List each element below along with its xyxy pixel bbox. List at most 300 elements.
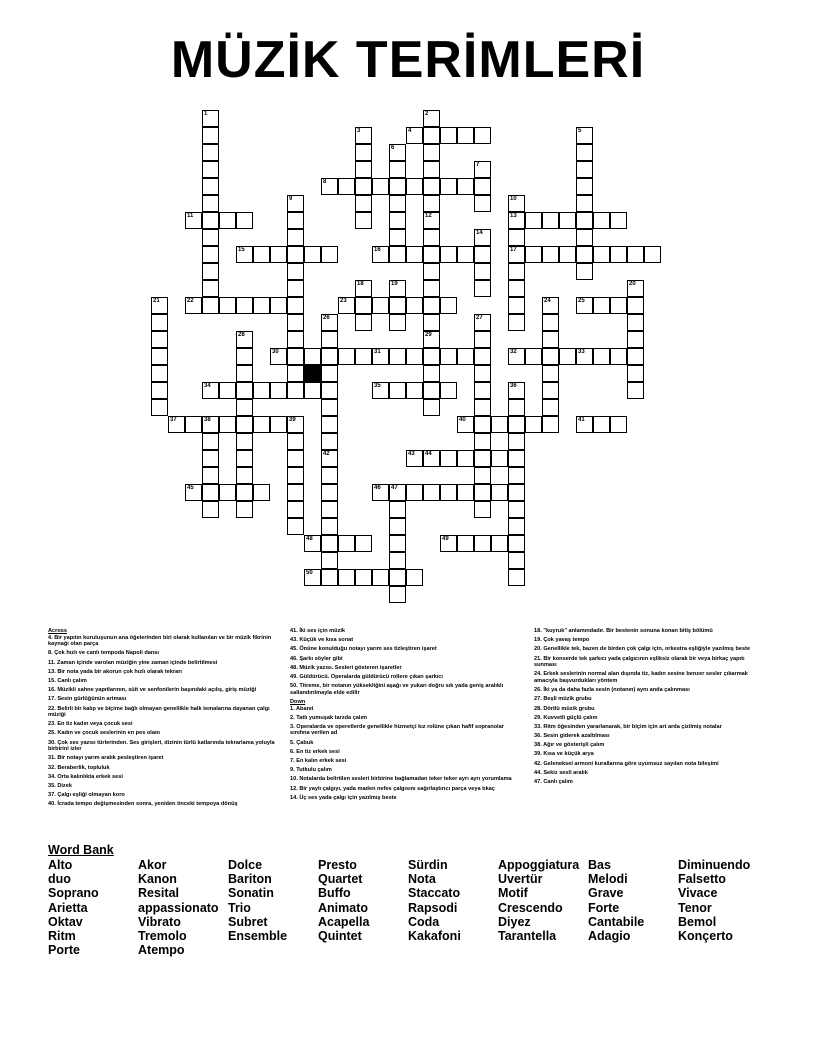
grid-cell[interactable] — [389, 535, 406, 552]
grid-cell[interactable] — [593, 416, 610, 433]
grid-cell[interactable] — [321, 569, 338, 586]
grid-cell[interactable] — [202, 229, 219, 246]
grid-cell[interactable] — [576, 161, 593, 178]
grid-cell[interactable] — [202, 433, 219, 450]
grid-cell[interactable] — [287, 263, 304, 280]
grid-cell[interactable] — [457, 127, 474, 144]
clue-item: 23. En tiz kadın veya çocuk sesi — [48, 721, 133, 728]
grid-cell[interactable] — [423, 365, 440, 382]
grid-cell[interactable] — [287, 467, 304, 484]
grid-cell[interactable] — [151, 382, 168, 399]
grid-cell[interactable] — [610, 212, 627, 229]
grid-cell[interactable] — [219, 297, 236, 314]
grid-cell[interactable] — [389, 382, 406, 399]
grid-cell[interactable] — [423, 314, 440, 331]
grid-cell[interactable] — [627, 365, 644, 382]
grid-cell[interactable] — [202, 178, 219, 195]
grid-cell[interactable] — [406, 297, 423, 314]
grid-cell[interactable] — [627, 382, 644, 399]
grid-cell[interactable] — [576, 195, 593, 212]
grid-cell[interactable] — [627, 331, 644, 348]
grid-cell[interactable] — [406, 178, 423, 195]
grid-cell[interactable] — [202, 280, 219, 297]
grid-cell[interactable] — [236, 399, 253, 416]
grid-cell[interactable] — [474, 263, 491, 280]
grid-cell[interactable] — [440, 484, 457, 501]
grid-cell[interactable] — [151, 348, 168, 365]
grid-cell[interactable] — [287, 382, 304, 399]
grid-cell[interactable] — [576, 178, 593, 195]
clue-section-heading: Across — [48, 628, 67, 634]
grid-cell[interactable] — [474, 365, 491, 382]
word-bank-item: Sürdin — [408, 858, 448, 872]
grid-cell[interactable] — [525, 348, 542, 365]
word-bank-item: Falsetto — [678, 872, 726, 887]
grid-cell[interactable] — [355, 535, 372, 552]
clue-number: 28 — [238, 332, 245, 338]
grid-cell[interactable] — [270, 297, 287, 314]
grid-cell[interactable] — [389, 348, 406, 365]
clue-number: 43 — [408, 451, 415, 457]
grid-cell[interactable] — [372, 569, 389, 586]
grid-cell[interactable] — [287, 314, 304, 331]
grid-cell[interactable] — [627, 246, 644, 263]
grid-cell[interactable] — [287, 484, 304, 501]
grid-cell[interactable] — [338, 535, 355, 552]
word-bank-item: Kanon — [138, 872, 177, 887]
grid-cell[interactable] — [287, 297, 304, 314]
grid-cell[interactable] — [321, 535, 338, 552]
grid-cell[interactable] — [287, 280, 304, 297]
grid-cell[interactable] — [423, 229, 440, 246]
clue-number: 29 — [425, 332, 432, 338]
grid-cell[interactable] — [389, 552, 406, 569]
grid-cell[interactable] — [321, 348, 338, 365]
grid-cell[interactable] — [576, 229, 593, 246]
grid-cell[interactable] — [202, 127, 219, 144]
grid-cell[interactable] — [474, 501, 491, 518]
grid-cell[interactable] — [457, 246, 474, 263]
grid-cell[interactable] — [389, 586, 406, 603]
grid-cell[interactable] — [423, 178, 440, 195]
grid-cell[interactable] — [457, 178, 474, 195]
grid-cell[interactable] — [236, 416, 253, 433]
grid-cell[interactable] — [202, 161, 219, 178]
grid-cell[interactable] — [440, 382, 457, 399]
grid-cell[interactable] — [559, 212, 576, 229]
grid-cell[interactable] — [219, 416, 236, 433]
clue-number: 15 — [238, 247, 245, 253]
clues-column-3 — [534, 628, 766, 788]
grid-cell[interactable] — [236, 450, 253, 467]
grid-cell[interactable] — [508, 297, 525, 314]
grid-cell[interactable] — [423, 348, 440, 365]
grid-cell[interactable] — [202, 501, 219, 518]
grid-cell[interactable] — [236, 297, 253, 314]
grid-cell[interactable] — [287, 501, 304, 518]
grid-cell[interactable] — [593, 246, 610, 263]
grid-cell[interactable] — [202, 484, 219, 501]
grid-cell[interactable] — [542, 399, 559, 416]
grid-cell[interactable] — [508, 280, 525, 297]
grid-cell[interactable] — [202, 144, 219, 161]
grid-cell[interactable] — [287, 365, 304, 382]
word-bank-item: Sonatin — [228, 886, 274, 901]
grid-cell[interactable] — [202, 263, 219, 280]
grid-cell[interactable] — [355, 297, 372, 314]
grid-cell[interactable] — [542, 348, 559, 365]
grid-cell[interactable] — [321, 365, 338, 382]
grid-cell[interactable] — [321, 518, 338, 535]
grid-cell[interactable] — [423, 144, 440, 161]
grid-cell[interactable] — [321, 433, 338, 450]
grid-cell[interactable] — [151, 399, 168, 416]
grid-cell[interactable] — [627, 314, 644, 331]
grid-cell[interactable] — [474, 416, 491, 433]
grid-cell[interactable] — [440, 127, 457, 144]
grid-cell[interactable] — [423, 195, 440, 212]
grid-cell[interactable] — [321, 552, 338, 569]
word-bank-item: Bemol — [678, 914, 717, 929]
grid-cell[interactable] — [423, 263, 440, 280]
grid-cell[interactable] — [491, 484, 508, 501]
grid-cell[interactable] — [474, 467, 491, 484]
grid-cell[interactable] — [542, 416, 559, 433]
grid-cell[interactable] — [508, 467, 525, 484]
clue-item: 19. Çok yavaş tempo — [534, 637, 590, 644]
grid-cell[interactable] — [270, 246, 287, 263]
grid-cell[interactable] — [219, 484, 236, 501]
clue-number: 39 — [289, 417, 296, 423]
grid-cell[interactable] — [372, 297, 389, 314]
word-bank-item: Forte — [588, 900, 620, 915]
grid-cell[interactable] — [508, 552, 525, 569]
grid-cell[interactable] — [321, 399, 338, 416]
grid-cell[interactable] — [610, 246, 627, 263]
grid-cell[interactable] — [236, 467, 253, 484]
grid-cell[interactable] — [423, 246, 440, 263]
grid-cell[interactable] — [406, 569, 423, 586]
grid-cell[interactable] — [474, 484, 491, 501]
grid-cell[interactable] — [389, 161, 406, 178]
clue-number: 24 — [544, 298, 551, 304]
word-bank-item: Konçerto — [678, 929, 733, 943]
clues-column-1 — [48, 628, 278, 811]
grid-cell[interactable] — [508, 314, 525, 331]
grid-cell[interactable] — [389, 297, 406, 314]
grid-cell[interactable] — [474, 382, 491, 399]
grid-cell[interactable] — [236, 501, 253, 518]
clue-item: 41. İki ses için müzik — [290, 628, 346, 634]
grid-cell[interactable] — [355, 212, 372, 229]
grid-cell[interactable] — [151, 365, 168, 382]
grid-cell[interactable] — [389, 501, 406, 518]
grid-cell[interactable] — [474, 348, 491, 365]
grid-cell[interactable] — [270, 382, 287, 399]
grid-cell[interactable] — [440, 297, 457, 314]
grid-cell[interactable] — [389, 229, 406, 246]
grid-cell[interactable] — [508, 569, 525, 586]
grid-cell[interactable] — [423, 399, 440, 416]
grid-cell[interactable] — [559, 246, 576, 263]
grid-cell[interactable] — [610, 348, 627, 365]
clue-item: 16. Müzikli sahne yapıtlarının, süit ve senfonilerin başındaki açılış, giriş müziği — [48, 687, 257, 694]
grid-cell[interactable] — [610, 297, 627, 314]
clue-item: 1. Abanıt — [290, 705, 314, 712]
clue-number: 9 — [289, 196, 293, 202]
grid-cell[interactable] — [423, 280, 440, 297]
grid-cell[interactable] — [508, 501, 525, 518]
grid-cell[interactable] — [542, 212, 559, 229]
clue-number: 7 — [476, 162, 480, 168]
grid-cell[interactable] — [355, 178, 372, 195]
grid-cell[interactable] — [338, 348, 355, 365]
grid-cell[interactable] — [389, 569, 406, 586]
word-bank-item: Grave — [588, 886, 624, 901]
grid-cell[interactable] — [389, 178, 406, 195]
grid-cell[interactable] — [253, 246, 270, 263]
grid-cell[interactable] — [576, 212, 593, 229]
grid-cell[interactable] — [287, 212, 304, 229]
grid-cell[interactable] — [508, 416, 525, 433]
grid-cell[interactable] — [474, 195, 491, 212]
word-bank-item: Kakafoni — [408, 929, 461, 943]
grid-cell[interactable] — [304, 382, 321, 399]
grid-cell[interactable] — [372, 178, 389, 195]
clue-item: 32. Beraberlik, topluluk — [48, 764, 110, 771]
grid-cell[interactable] — [440, 348, 457, 365]
clue-number: 2 — [425, 111, 429, 117]
grid-cell[interactable] — [406, 484, 423, 501]
clue-number: 3 — [357, 128, 361, 134]
clue-item: 22. Belirli bir kalıp ve biçime bağlı olmayan genellikle halk temalarına dayanan çalgı müziği — [48, 705, 270, 719]
grid-cell[interactable] — [474, 246, 491, 263]
grid-cell[interactable] — [542, 314, 559, 331]
grid-cell[interactable] — [542, 365, 559, 382]
clue-number: 20 — [629, 281, 636, 287]
word-bank-item: Resital — [138, 886, 179, 901]
grid-cell[interactable] — [423, 484, 440, 501]
grid-cell[interactable] — [491, 535, 508, 552]
grid-cell[interactable] — [355, 195, 372, 212]
grid-cell[interactable] — [474, 450, 491, 467]
word-bank-item: Soprano — [48, 886, 99, 901]
grid-cell[interactable] — [542, 382, 559, 399]
grid-cell[interactable] — [253, 416, 270, 433]
grid-cell[interactable] — [355, 161, 372, 178]
grid-cell[interactable] — [542, 331, 559, 348]
grid-cell[interactable] — [304, 348, 321, 365]
clue-item: 50. Titreme, bir notanın yüksekliğini aşağı ve yukarı doğru sık yada geniş aralıklı sallandırılmayla elde edilir — [290, 683, 504, 696]
grid-cell[interactable] — [236, 212, 253, 229]
grid-cell[interactable] — [593, 212, 610, 229]
grid-cell[interactable] — [321, 331, 338, 348]
grid-cell[interactable] — [236, 348, 253, 365]
grid-cell[interactable] — [508, 484, 525, 501]
clue-item: 38. Ağır ve gösterişli çalım — [534, 742, 605, 749]
grid-cell[interactable] — [491, 450, 508, 467]
grid-cell[interactable] — [338, 178, 355, 195]
grid-cell[interactable] — [202, 467, 219, 484]
grid-cell[interactable] — [355, 569, 372, 586]
grid-cell[interactable] — [321, 416, 338, 433]
grid-cell[interactable] — [508, 450, 525, 467]
grid-cell[interactable] — [270, 416, 287, 433]
grid-cell[interactable] — [508, 229, 525, 246]
grid-cell[interactable] — [508, 518, 525, 535]
grid-cell[interactable] — [474, 535, 491, 552]
grid-cell[interactable] — [236, 365, 253, 382]
grid-cell[interactable] — [440, 178, 457, 195]
grid-cell[interactable] — [219, 212, 236, 229]
grid-cell[interactable] — [287, 229, 304, 246]
grid-cell[interactable] — [406, 382, 423, 399]
grid-cell[interactable] — [423, 161, 440, 178]
grid-cell[interactable] — [525, 416, 542, 433]
clue-number: 38 — [204, 417, 211, 423]
word-bank-item: Adagio — [588, 929, 631, 943]
clue-number: 23 — [340, 298, 347, 304]
clue-item: 17. Sesin gürlüğünün artması — [48, 696, 127, 703]
grid-cell[interactable] — [423, 382, 440, 399]
grid-cell[interactable] — [355, 348, 372, 365]
grid-cell[interactable] — [474, 331, 491, 348]
grid-cell[interactable] — [559, 348, 576, 365]
grid-cell[interactable] — [389, 314, 406, 331]
clue-number: 1 — [204, 111, 208, 117]
grid-cell[interactable] — [236, 433, 253, 450]
grid-cell[interactable] — [202, 195, 219, 212]
grid-cell[interactable] — [593, 297, 610, 314]
grid-cell[interactable] — [151, 331, 168, 348]
grid-cell[interactable] — [304, 246, 321, 263]
grid-cell[interactable] — [457, 450, 474, 467]
word-bank-item: Tremolo — [138, 929, 187, 943]
grid-cell[interactable] — [389, 212, 406, 229]
grid-cell[interactable] — [474, 280, 491, 297]
grid-cell[interactable] — [406, 246, 423, 263]
word-bank-item: Atempo — [138, 943, 185, 958]
grid-cell[interactable] — [440, 450, 457, 467]
grid-cell[interactable] — [644, 246, 661, 263]
grid-cell[interactable] — [440, 246, 457, 263]
grid-cell[interactable] — [321, 484, 338, 501]
grid-cell[interactable] — [576, 263, 593, 280]
word-bank-item: Cantabile — [588, 914, 645, 929]
grid-cell[interactable] — [474, 178, 491, 195]
grid-cell[interactable] — [457, 535, 474, 552]
grid-cell[interactable] — [287, 246, 304, 263]
grid-cell[interactable] — [525, 246, 542, 263]
clue-number: 45 — [187, 485, 194, 491]
grid-cell[interactable] — [423, 127, 440, 144]
grid-cell[interactable] — [321, 382, 338, 399]
grid-cell[interactable] — [355, 144, 372, 161]
clue-number: 5 — [578, 128, 582, 134]
grid-cell[interactable] — [457, 484, 474, 501]
clue-number: 22 — [187, 298, 194, 304]
clue-section-heading: Down — [290, 698, 306, 705]
word-bank-item: Ensemble — [228, 929, 288, 943]
grid-cell[interactable] — [219, 382, 236, 399]
grid-cell[interactable] — [338, 569, 355, 586]
grid-cell[interactable] — [202, 297, 219, 314]
clue-number: 10 — [510, 196, 517, 202]
grid-cell[interactable] — [525, 212, 542, 229]
clue-number: 34 — [204, 383, 211, 389]
clue-number: 47 — [391, 485, 398, 491]
clue-number: 42 — [323, 451, 330, 457]
word-bank-item: Oktav — [48, 914, 83, 929]
grid-cell[interactable] — [389, 246, 406, 263]
grid-cell[interactable] — [508, 535, 525, 552]
clue-number: 18 — [357, 281, 364, 287]
grid-cell[interactable] — [627, 297, 644, 314]
clue-item: 6. En tiz erkek sesi — [290, 748, 340, 755]
clue-number: 17 — [510, 247, 517, 253]
grid-cell[interactable] — [457, 348, 474, 365]
grid-cell[interactable] — [236, 484, 253, 501]
grid-cell[interactable] — [253, 484, 270, 501]
grid-cell[interactable] — [542, 246, 559, 263]
clue-number: 41 — [578, 417, 585, 423]
grid-cell[interactable] — [389, 195, 406, 212]
grid-cell[interactable] — [389, 518, 406, 535]
clue-number: 6 — [391, 145, 395, 151]
grid-cell[interactable] — [627, 348, 644, 365]
grid-cell[interactable] — [253, 297, 270, 314]
grid-cell[interactable] — [406, 348, 423, 365]
grid-cell[interactable] — [185, 416, 202, 433]
word-bank-item: Motif — [498, 886, 528, 901]
grid-cell[interactable] — [508, 433, 525, 450]
grid-cell[interactable] — [202, 246, 219, 263]
grid-cell[interactable] — [202, 212, 219, 229]
grid-cell[interactable] — [576, 246, 593, 263]
grid-cell[interactable] — [474, 127, 491, 144]
grid-cell[interactable] — [287, 331, 304, 348]
word-bank-item: Rapsodi — [408, 900, 458, 915]
grid-cell[interactable] — [287, 518, 304, 535]
grid-cell[interactable] — [202, 450, 219, 467]
grid-cell[interactable] — [321, 246, 338, 263]
grid-cell[interactable] — [423, 297, 440, 314]
word-bank-item: Subret — [228, 914, 268, 929]
grid-cell[interactable] — [508, 399, 525, 416]
grid-cell[interactable] — [321, 467, 338, 484]
grid-cell[interactable] — [151, 314, 168, 331]
grid-cell[interactable] — [610, 416, 627, 433]
grid-cell[interactable] — [287, 348, 304, 365]
grid-cell[interactable] — [287, 433, 304, 450]
grid-cell[interactable] — [253, 382, 270, 399]
clue-number: 14 — [476, 230, 483, 236]
clue-number: 21 — [153, 298, 160, 304]
grid-cell[interactable] — [474, 433, 491, 450]
grid-cell[interactable] — [474, 399, 491, 416]
grid-cell[interactable] — [321, 501, 338, 518]
grid-cell[interactable] — [593, 348, 610, 365]
grid-cell[interactable] — [491, 416, 508, 433]
clue-number: 13 — [510, 213, 517, 219]
clue-item: 46. Şarkı söyler gibi — [290, 655, 343, 662]
grid-cell[interactable] — [508, 263, 525, 280]
grid-cell[interactable] — [355, 314, 372, 331]
grid-cell[interactable] — [287, 450, 304, 467]
grid-cell[interactable] — [236, 382, 253, 399]
grid-cell[interactable] — [576, 144, 593, 161]
clue-item: 9. Tutkulu çalım — [290, 767, 332, 774]
